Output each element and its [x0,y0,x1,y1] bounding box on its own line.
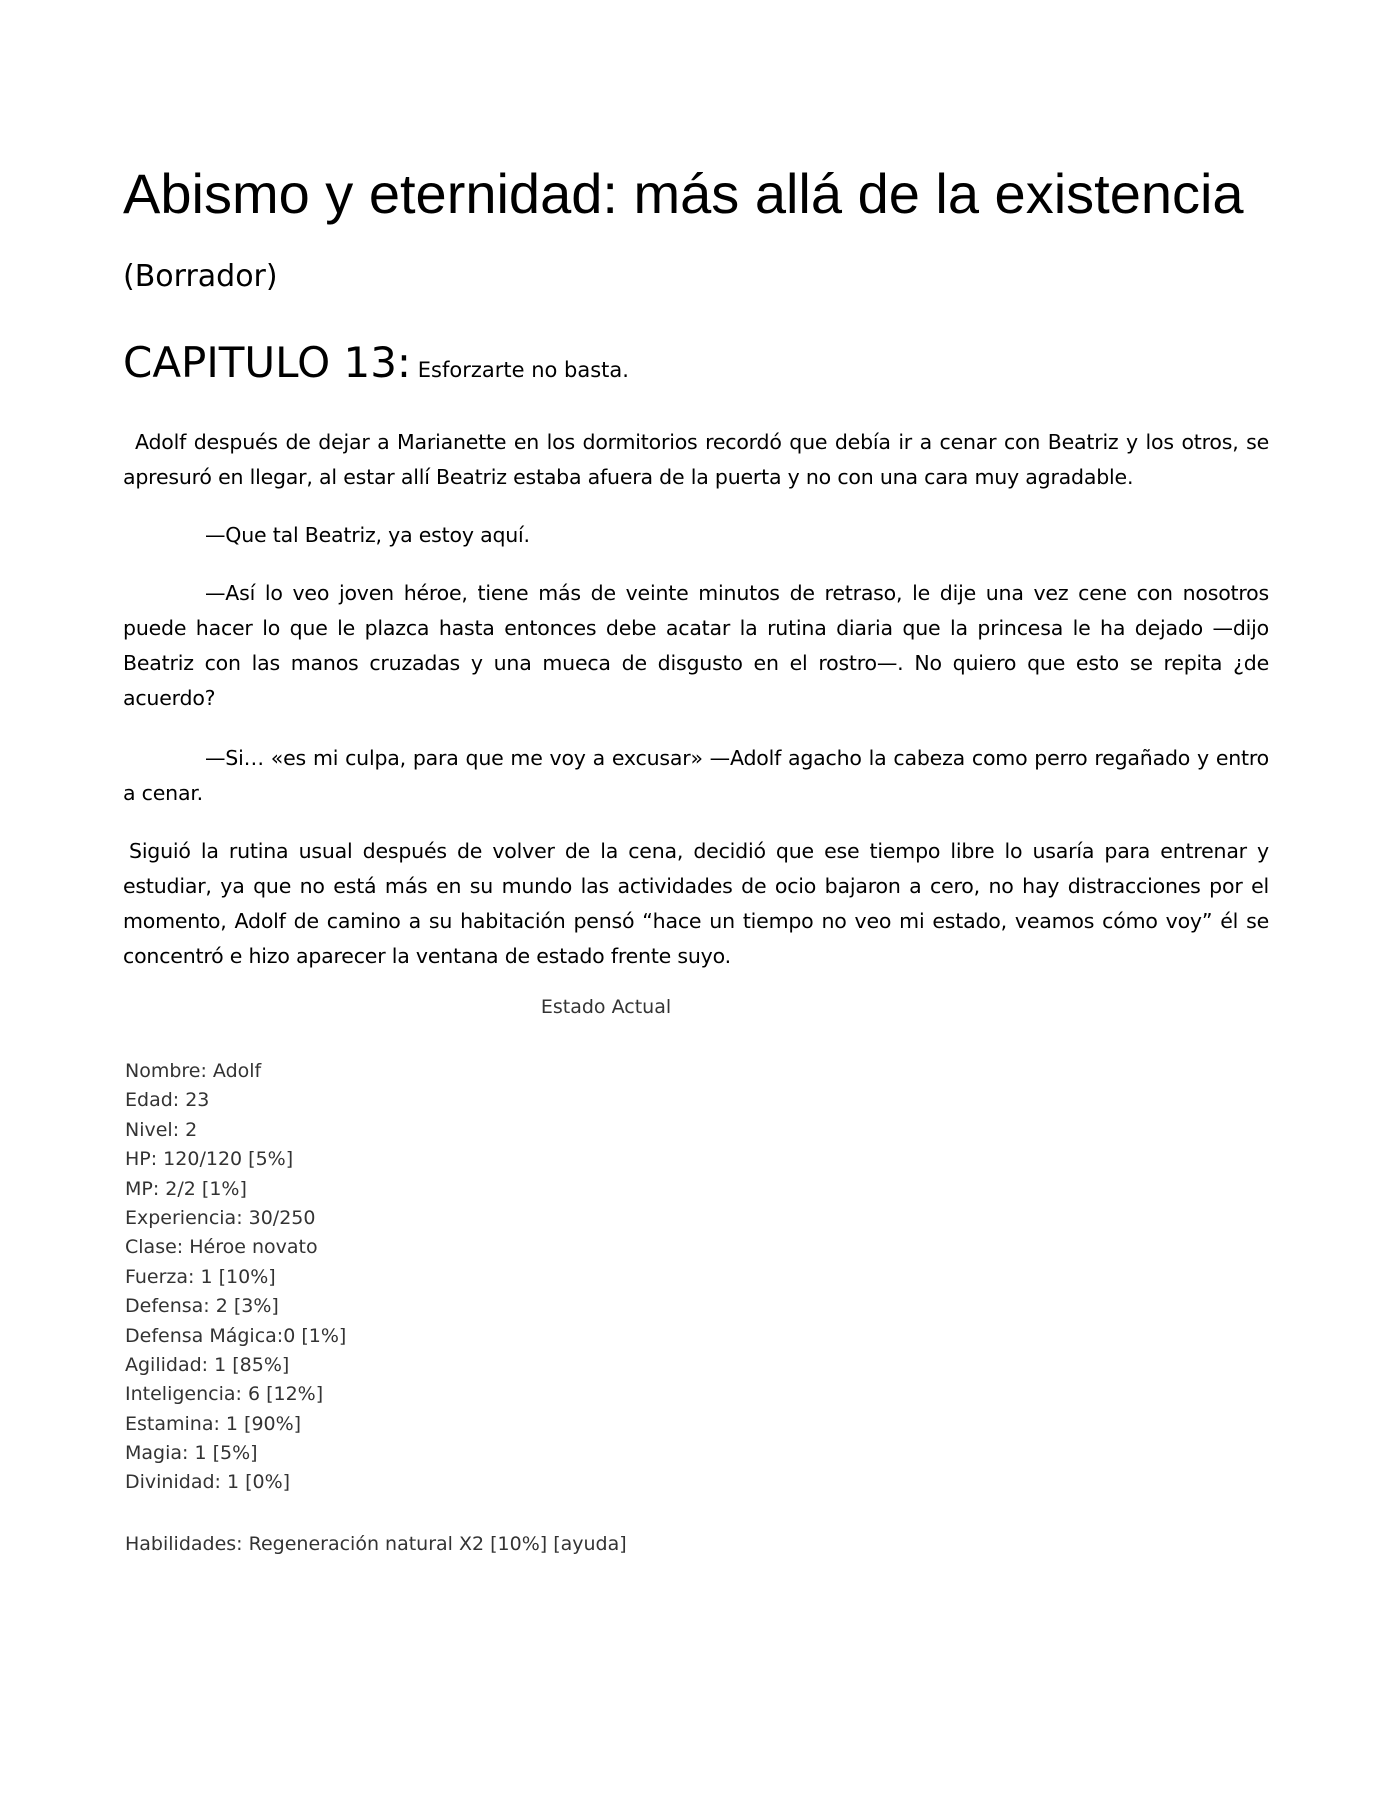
status-line: Defensa Mágica:0 [1%] [125,1324,347,1347]
status-list [125,1057,346,1498]
paragraph-2: —Que tal Beatriz, ya estoy aquí. [205,523,530,547]
chapter-number: CAPITULO 13: [123,338,412,387]
paragraph-4: —Si… «es mi culpa, para que me voy a excusar» —Adolf agacho la cabeza como perro regañado y entro a cenar. [123,746,1269,805]
paragraph-1: Adolf después de dejar a Marianette en los dormitorios recordó que debía ir a cenar con Beatriz y los otros, se apresuró en llegar, al estar allí Beatriz estaba afuera de la puerta y no con una cara muy agradable. [123,430,1269,489]
status-line: Magia: 1 [5%] [125,1442,258,1465]
chapter-heading [123,338,629,387]
paragraph-3: —Así lo veo joven héroe, tiene más de veinte minutos de retraso, le dije una vez cene con nosotros puede hacer lo que le plazca hasta entonces debe acatar la rutina diaria que la princesa le ha dejado —dijo Beatriz con las manos cruzadas y una mueca de disgusto en el rostro—. No quiero que esto se repita ¿de acuerdo? [123,581,1269,710]
status-line: Inteligencia: 6 [12%] [125,1383,324,1406]
status-line: Fuerza: 1 [10%] [125,1265,276,1288]
status-line: MP: 2/2 [1%] [125,1177,247,1200]
status-heading: Estado Actual [540,996,672,1018]
status-line: Edad: 23 [125,1089,210,1112]
paragraph-5: Siguió la rutina usual después de volver de la cena, decidió que ese tiempo libre lo usaría para entrenar y estudiar, ya que no está más en su mundo las actividades de ocio bajaron a cero, no hay distracciones por el momento, Adolf de camino a su habitación pensó “hace un tiempo no veo mi estado, veamos cómo voy” él se concentró e hizo aparecer la ventana de estado frente suyo. [123,839,1269,968]
status-line: Clase: Héroe novato [125,1236,318,1259]
document-subtitle: (Borrador) [123,259,278,294]
status-line: Experiencia: 30/250 [125,1206,316,1229]
status-line: HP: 120/120 [5%] [125,1148,294,1171]
status-line: Divinidad: 1 [0%] [125,1471,291,1494]
chapter-name: Esforzarte no basta. [411,358,629,382]
status-line: Nivel: 2 [125,1118,198,1141]
status-line: Agilidad: 1 [85%] [125,1353,290,1376]
status-line: Nombre: Adolf [125,1060,262,1082]
skills-line: Habilidades: Regeneración natural X2 [10%] [ayuda] [125,1533,627,1555]
status-line: Estamina: 1 [90%] [125,1412,302,1435]
document-title: Abismo y eternidad: más allá de la existencia [123,162,1244,225]
status-line: Defensa: 2 [3%] [125,1295,279,1318]
